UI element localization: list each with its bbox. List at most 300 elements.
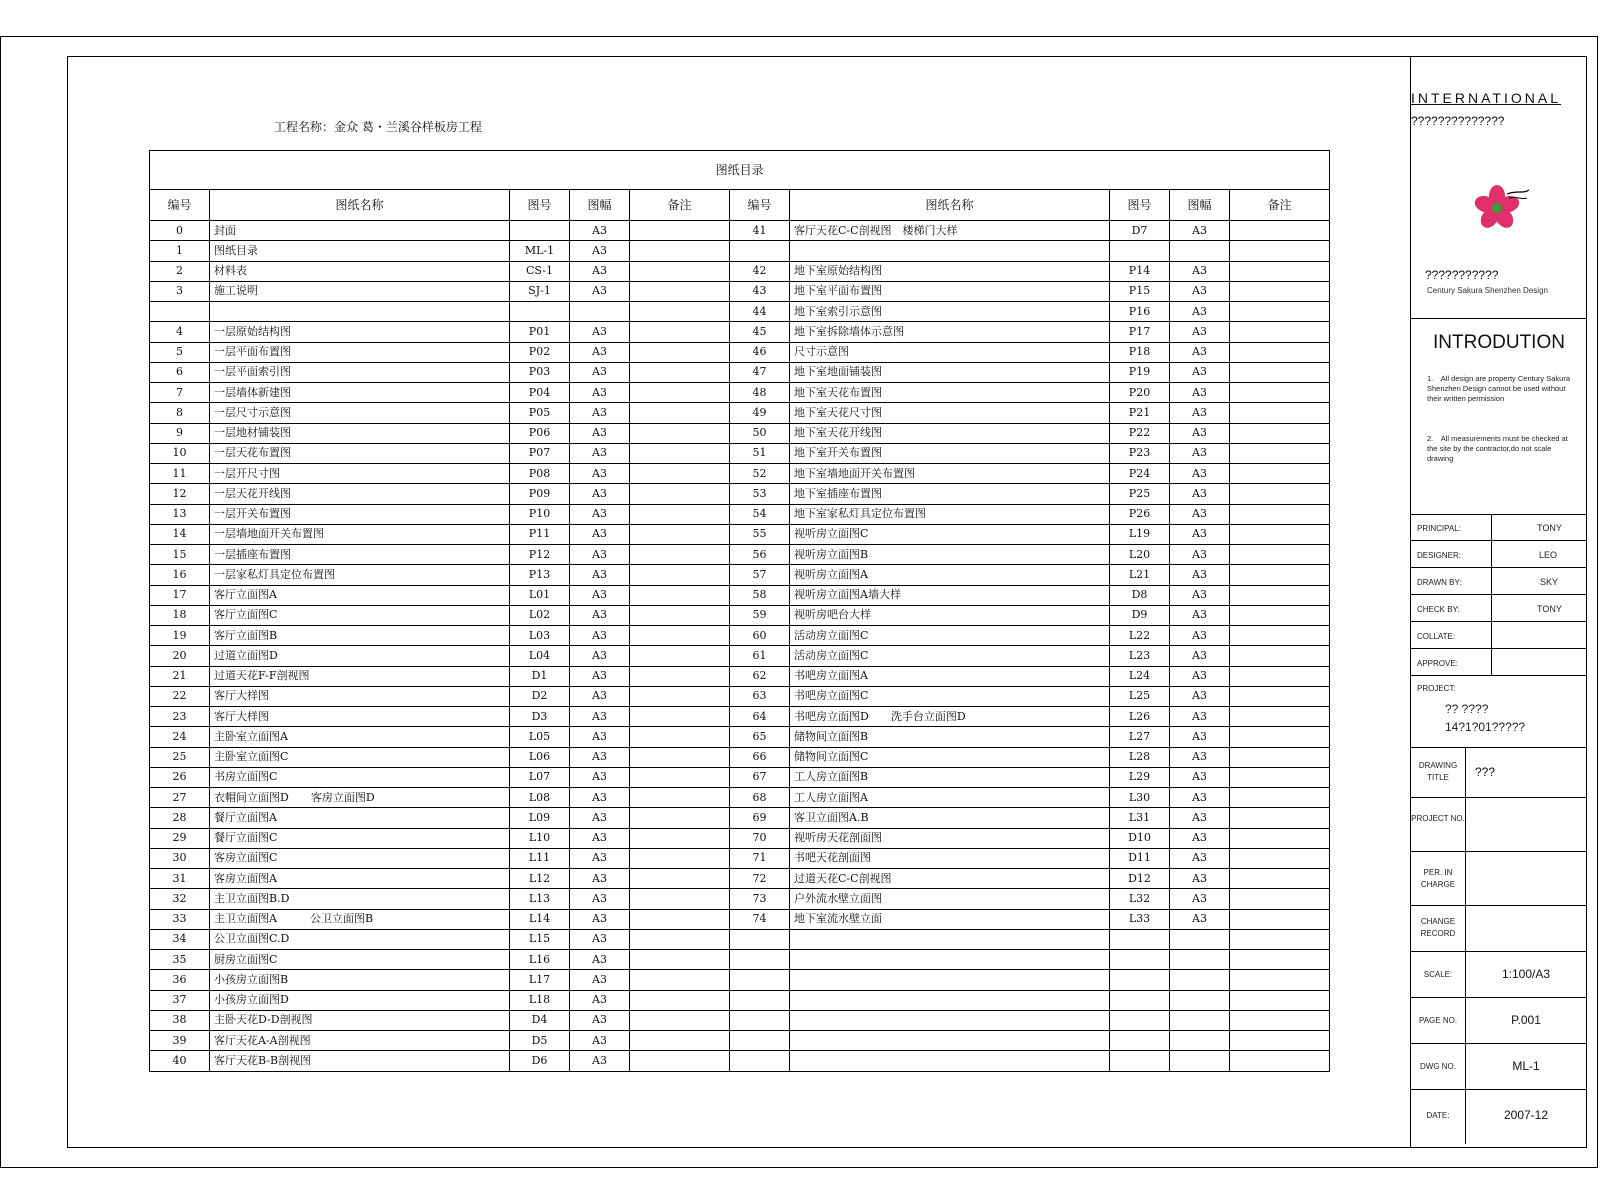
remark-cell bbox=[1230, 423, 1330, 443]
table-cell: L18 bbox=[510, 990, 570, 1010]
table-cell: L30 bbox=[1110, 788, 1170, 808]
table-cell: L31 bbox=[1110, 808, 1170, 828]
table-cell: A3 bbox=[570, 322, 630, 342]
remark-cell bbox=[1230, 302, 1330, 322]
table-cell: 72 bbox=[730, 869, 790, 889]
remark-cell bbox=[1230, 221, 1330, 241]
designer-value: LEO bbox=[1539, 550, 1558, 560]
table-cell: A3 bbox=[570, 686, 630, 706]
remark-cell bbox=[630, 221, 730, 241]
table-cell: 43 bbox=[730, 281, 790, 301]
table-cell: 过道立面图D bbox=[210, 646, 510, 666]
table-cell: 60 bbox=[730, 626, 790, 646]
directory-caption: 图纸目录 bbox=[150, 151, 1330, 190]
table-cell: 地下室开关布置图 bbox=[790, 443, 1110, 463]
table-cell bbox=[1170, 1010, 1230, 1030]
remark-cell bbox=[1230, 889, 1330, 909]
table-cell: 地下室拆除墙体示意图 bbox=[790, 322, 1110, 342]
table-cell: A3 bbox=[570, 626, 630, 646]
drawing-title-value: ??? bbox=[1474, 765, 1496, 779]
table-cell bbox=[1170, 950, 1230, 970]
table-cell: 66 bbox=[730, 747, 790, 767]
table-cell: 9 bbox=[150, 423, 210, 443]
table-cell: 0 bbox=[150, 221, 210, 241]
remark-cell bbox=[1230, 585, 1330, 605]
table-cell: 18 bbox=[150, 605, 210, 625]
table-cell: 34 bbox=[150, 929, 210, 949]
table-cell: A3 bbox=[570, 221, 630, 241]
table-row bbox=[150, 1051, 1330, 1071]
table-cell: 书房立面图C bbox=[210, 767, 510, 787]
table-row bbox=[150, 383, 1330, 403]
table-row bbox=[150, 585, 1330, 605]
table-cell: L05 bbox=[510, 727, 570, 747]
table-cell: 48 bbox=[730, 383, 790, 403]
table-cell: P11 bbox=[510, 524, 570, 544]
table-cell: A3 bbox=[1170, 302, 1230, 322]
table-cell: 50 bbox=[730, 423, 790, 443]
table-cell: 客厅立面图B bbox=[210, 626, 510, 646]
remark-cell bbox=[630, 727, 730, 747]
table-cell: 31 bbox=[150, 869, 210, 889]
designer-row bbox=[1411, 541, 1587, 568]
table-cell: A3 bbox=[570, 383, 630, 403]
table-cell: 37 bbox=[150, 990, 210, 1010]
table-cell: A3 bbox=[1170, 666, 1230, 686]
table-row bbox=[150, 1010, 1330, 1030]
drawn-label: DRAWN BY: bbox=[1417, 578, 1462, 587]
table-cell bbox=[1170, 990, 1230, 1010]
table-cell: 41 bbox=[730, 221, 790, 241]
table-cell: A3 bbox=[570, 524, 630, 544]
table-cell: D9 bbox=[1110, 605, 1170, 625]
table-cell: L11 bbox=[510, 848, 570, 868]
company-name-cn-2: ??????????? bbox=[1425, 268, 1499, 282]
table-cell: L20 bbox=[1110, 545, 1170, 565]
table-cell: 书吧天花剖面图 bbox=[790, 848, 1110, 868]
remark-cell bbox=[630, 990, 730, 1010]
principal-label: PRINCIPAL: bbox=[1417, 524, 1461, 533]
table-cell: A3 bbox=[1170, 686, 1230, 706]
table-cell: P15 bbox=[1110, 281, 1170, 301]
table-cell: A3 bbox=[1170, 423, 1230, 443]
table-cell bbox=[1110, 990, 1170, 1010]
table-cell: D5 bbox=[510, 1031, 570, 1051]
table-cell: D3 bbox=[510, 707, 570, 727]
remark-cell bbox=[1230, 666, 1330, 686]
date-row bbox=[1411, 1090, 1587, 1144]
remark-cell bbox=[630, 1010, 730, 1030]
table-cell: A3 bbox=[570, 241, 630, 261]
table-cell: 一层家私灯具定位布置图 bbox=[210, 565, 510, 585]
table-cell: A3 bbox=[1170, 828, 1230, 848]
table-cell: A3 bbox=[570, 504, 630, 524]
table-row bbox=[150, 322, 1330, 342]
table-cell: 59 bbox=[730, 605, 790, 625]
table-cell: A3 bbox=[570, 261, 630, 281]
table-cell: 客厅大样图 bbox=[210, 707, 510, 727]
table-cell: P01 bbox=[510, 322, 570, 342]
table-cell: 书吧房立面图C bbox=[790, 686, 1110, 706]
table-row bbox=[150, 747, 1330, 767]
table-cell bbox=[210, 302, 510, 322]
table-cell: 视听房立面图A墙大样 bbox=[790, 585, 1110, 605]
remark-cell bbox=[1230, 383, 1330, 403]
remark-cell bbox=[630, 626, 730, 646]
table-row bbox=[150, 241, 1330, 261]
table-row bbox=[150, 808, 1330, 828]
table-cell bbox=[790, 929, 1110, 949]
table-cell bbox=[1110, 1010, 1170, 1030]
remark-cell bbox=[630, 383, 730, 403]
column-header: 图纸名称 bbox=[790, 190, 1110, 221]
table-cell: A3 bbox=[570, 970, 630, 990]
table-cell: 5 bbox=[150, 342, 210, 362]
table-row bbox=[150, 990, 1330, 1010]
remark-cell bbox=[1230, 727, 1330, 747]
table-row bbox=[150, 889, 1330, 909]
table-cell: 尺寸示意图 bbox=[790, 342, 1110, 362]
table-cell: P26 bbox=[1110, 504, 1170, 524]
column-header: 编号 bbox=[150, 190, 210, 221]
table-cell: A3 bbox=[1170, 605, 1230, 625]
table-row bbox=[150, 221, 1330, 241]
table-cell: A3 bbox=[1170, 889, 1230, 909]
company-name-cn: ?????????????? bbox=[1411, 114, 1505, 128]
table-cell: 主卫立面图A 公卫立面图B bbox=[210, 909, 510, 929]
project-no-label: PROJECT NO. bbox=[1411, 814, 1465, 823]
column-header: 备注 bbox=[1230, 190, 1330, 221]
remark-cell bbox=[630, 808, 730, 828]
dwg-no-row bbox=[1411, 1044, 1587, 1090]
remark-cell bbox=[630, 950, 730, 970]
remark-cell bbox=[630, 545, 730, 565]
table-cell: A3 bbox=[570, 1031, 630, 1051]
remark-cell bbox=[1230, 464, 1330, 484]
remark-cell bbox=[1230, 970, 1330, 990]
table-cell: P09 bbox=[510, 484, 570, 504]
table-cell bbox=[1110, 1051, 1170, 1071]
remark-cell bbox=[630, 909, 730, 929]
drawn-value: SKY bbox=[1540, 577, 1559, 587]
table-cell bbox=[730, 1031, 790, 1051]
table-cell: A3 bbox=[570, 828, 630, 848]
directory-body bbox=[150, 221, 1330, 1072]
table-cell: 49 bbox=[730, 403, 790, 423]
remark-cell bbox=[630, 707, 730, 727]
table-row bbox=[150, 362, 1330, 382]
remark-cell bbox=[630, 241, 730, 261]
table-cell bbox=[790, 1051, 1110, 1071]
table-cell: 一层平面布置图 bbox=[210, 342, 510, 362]
table-cell: D10 bbox=[1110, 828, 1170, 848]
table-cell: L16 bbox=[510, 950, 570, 970]
table-cell: 64 bbox=[730, 707, 790, 727]
table-cell: 衣帽间立面图D 客房立面图D bbox=[210, 788, 510, 808]
drawing-title-label: DRAWING TITLE bbox=[1418, 761, 1458, 782]
table-cell: 44 bbox=[730, 302, 790, 322]
table-cell: A3 bbox=[570, 403, 630, 423]
principal-row bbox=[1411, 514, 1587, 541]
table-cell: A3 bbox=[570, 747, 630, 767]
table-cell: 7 bbox=[150, 383, 210, 403]
table-cell: 主卧室立面图C bbox=[210, 747, 510, 767]
table-cell bbox=[1170, 970, 1230, 990]
table-row bbox=[150, 443, 1330, 463]
table-cell: A3 bbox=[570, 808, 630, 828]
table-cell: 视听房立面图B bbox=[790, 545, 1110, 565]
principal-value: TONY bbox=[1537, 523, 1562, 533]
table-cell: 38 bbox=[150, 1010, 210, 1030]
table-cell: L12 bbox=[510, 869, 570, 889]
table-cell: 户外流水壁立面图 bbox=[790, 889, 1110, 909]
table-cell: 47 bbox=[730, 362, 790, 382]
remark-cell bbox=[1230, 869, 1330, 889]
table-row bbox=[150, 869, 1330, 889]
project-label: PROJECT: bbox=[1417, 684, 1456, 693]
remark-cell bbox=[630, 605, 730, 625]
table-cell: 一层原始结构图 bbox=[210, 322, 510, 342]
project-name: 工程名称：金众 葛・兰溪谷样板房工程 bbox=[274, 120, 482, 134]
table-cell bbox=[790, 241, 1110, 261]
table-cell: 23 bbox=[150, 707, 210, 727]
remark-cell bbox=[630, 646, 730, 666]
table-cell: 书吧房立面图D 洗手台立面图D bbox=[790, 707, 1110, 727]
table-cell: A3 bbox=[570, 707, 630, 727]
table-cell: 小孩房立面图D bbox=[210, 990, 510, 1010]
table-cell: A3 bbox=[570, 585, 630, 605]
table-cell: 46 bbox=[730, 342, 790, 362]
table-cell: 地下室流水壁立面 bbox=[790, 909, 1110, 929]
table-row bbox=[150, 929, 1330, 949]
table-cell: 施工说明 bbox=[210, 281, 510, 301]
table-cell bbox=[730, 970, 790, 990]
table-cell: 65 bbox=[730, 727, 790, 747]
remark-cell bbox=[1230, 261, 1330, 281]
table-cell bbox=[790, 1010, 1110, 1030]
remark-cell bbox=[630, 443, 730, 463]
table-cell: A3 bbox=[1170, 767, 1230, 787]
page-no-value: P.001 bbox=[1511, 1013, 1541, 1027]
table-cell: 3 bbox=[150, 281, 210, 301]
table-cell: L24 bbox=[1110, 666, 1170, 686]
table-cell: 过道天花F-F剖视图 bbox=[210, 666, 510, 686]
remark-cell bbox=[630, 585, 730, 605]
table-row bbox=[150, 767, 1330, 787]
table-row bbox=[150, 504, 1330, 524]
table-cell: 54 bbox=[730, 504, 790, 524]
table-cell: SJ-1 bbox=[510, 281, 570, 301]
table-row bbox=[150, 788, 1330, 808]
remark-cell bbox=[630, 403, 730, 423]
table-cell: A3 bbox=[570, 666, 630, 686]
remark-cell bbox=[630, 889, 730, 909]
title-block-line bbox=[1411, 318, 1587, 319]
table-row bbox=[150, 666, 1330, 686]
table-row bbox=[150, 848, 1330, 868]
remark-cell bbox=[1230, 565, 1330, 585]
table-cell: A3 bbox=[1170, 322, 1230, 342]
table-cell: A3 bbox=[570, 889, 630, 909]
scale-label: SCALE: bbox=[1423, 970, 1453, 979]
remark-cell bbox=[1230, 747, 1330, 767]
remark-cell bbox=[630, 484, 730, 504]
remark-cell bbox=[1230, 767, 1330, 787]
remark-cell bbox=[1230, 1051, 1330, 1071]
table-cell: 33 bbox=[150, 909, 210, 929]
table-cell: L14 bbox=[510, 909, 570, 929]
company-name-en: Century Sakura Shenzhen Design bbox=[1427, 286, 1548, 295]
table-cell: P21 bbox=[1110, 403, 1170, 423]
table-cell: A3 bbox=[570, 727, 630, 747]
table-cell: P25 bbox=[1110, 484, 1170, 504]
table-cell: A3 bbox=[1170, 383, 1230, 403]
remark-cell bbox=[1230, 788, 1330, 808]
table-cell: 55 bbox=[730, 524, 790, 544]
remark-cell bbox=[1230, 443, 1330, 463]
scale-row bbox=[1411, 952, 1587, 998]
table-cell: L32 bbox=[1110, 889, 1170, 909]
drawing-title-row bbox=[1411, 748, 1587, 798]
table-cell: 25 bbox=[150, 747, 210, 767]
table-cell: 42 bbox=[730, 261, 790, 281]
table-cell: P06 bbox=[510, 423, 570, 443]
table-cell: A3 bbox=[1170, 342, 1230, 362]
table-cell: A3 bbox=[570, 565, 630, 585]
table-cell: 15 bbox=[150, 545, 210, 565]
collate-label: COLLATE: bbox=[1417, 632, 1456, 641]
table-cell: 书吧房立面图A bbox=[790, 666, 1110, 686]
table-cell: L27 bbox=[1110, 727, 1170, 747]
table-cell: L33 bbox=[1110, 909, 1170, 929]
table-cell: 4 bbox=[150, 322, 210, 342]
table-cell: 45 bbox=[730, 322, 790, 342]
remark-cell bbox=[630, 1031, 730, 1051]
table-cell: 地下室天花开线图 bbox=[790, 423, 1110, 443]
table-row bbox=[150, 605, 1330, 625]
table-cell: 客厅立面图C bbox=[210, 605, 510, 625]
table-cell: CS-1 bbox=[510, 261, 570, 281]
table-row bbox=[150, 423, 1330, 443]
table-cell: A3 bbox=[1170, 909, 1230, 929]
table-cell: 51 bbox=[730, 443, 790, 463]
table-cell: P12 bbox=[510, 545, 570, 565]
remark-cell bbox=[630, 322, 730, 342]
table-cell: P17 bbox=[1110, 322, 1170, 342]
table-cell: 客厅天花C-C剖视图 楼梯门大样 bbox=[790, 221, 1110, 241]
table-cell: 一层天花开线图 bbox=[210, 484, 510, 504]
table-cell: L22 bbox=[1110, 626, 1170, 646]
table-cell: 客厅大样图 bbox=[210, 686, 510, 706]
table-cell: 13 bbox=[150, 504, 210, 524]
remark-cell bbox=[1230, 545, 1330, 565]
table-cell: A3 bbox=[1170, 626, 1230, 646]
table-cell: A3 bbox=[570, 1051, 630, 1071]
table-cell: A3 bbox=[1170, 727, 1230, 747]
remark-cell bbox=[1230, 241, 1330, 261]
column-header: 编号 bbox=[730, 190, 790, 221]
table-cell: A3 bbox=[570, 484, 630, 504]
table-cell: D12 bbox=[1110, 869, 1170, 889]
table-cell: A3 bbox=[1170, 565, 1230, 585]
table-cell: 62 bbox=[730, 666, 790, 686]
remark-cell bbox=[1230, 362, 1330, 382]
table-cell bbox=[790, 990, 1110, 1010]
table-cell: 17 bbox=[150, 585, 210, 605]
table-cell: A3 bbox=[1170, 524, 1230, 544]
table-cell: A3 bbox=[570, 869, 630, 889]
table-cell: 视听房天花剖面图 bbox=[790, 828, 1110, 848]
remark-cell bbox=[1230, 686, 1330, 706]
remark-cell bbox=[1230, 950, 1330, 970]
remark-cell bbox=[1230, 605, 1330, 625]
table-cell: 客卫立面图A.B bbox=[790, 808, 1110, 828]
table-cell: P02 bbox=[510, 342, 570, 362]
table-cell: 主卧天花D-D剖视图 bbox=[210, 1010, 510, 1030]
table-cell: A3 bbox=[1170, 443, 1230, 463]
table-cell: 22 bbox=[150, 686, 210, 706]
table-cell: 56 bbox=[730, 545, 790, 565]
table-cell: P22 bbox=[1110, 423, 1170, 443]
table-cell: 地下室墙地面开关布置图 bbox=[790, 464, 1110, 484]
table-cell: A3 bbox=[1170, 788, 1230, 808]
table-cell: 11 bbox=[150, 464, 210, 484]
table-cell: L23 bbox=[1110, 646, 1170, 666]
directory-header-row bbox=[150, 190, 1330, 221]
table-cell: 厨房立面图C bbox=[210, 950, 510, 970]
table-cell: 1 bbox=[150, 241, 210, 261]
table-cell: P07 bbox=[510, 443, 570, 463]
table-cell: 主卧室立面图A bbox=[210, 727, 510, 747]
table-cell: 58 bbox=[730, 585, 790, 605]
table-cell bbox=[1110, 929, 1170, 949]
table-cell: L02 bbox=[510, 605, 570, 625]
table-cell: P23 bbox=[1110, 443, 1170, 463]
table-cell: L03 bbox=[510, 626, 570, 646]
intro-note-1: 1. All design are property Century Sakura Shenzhen Design cannot be used without their written permission bbox=[1427, 374, 1570, 403]
remark-cell bbox=[630, 970, 730, 990]
table-cell: A3 bbox=[570, 848, 630, 868]
remark-cell bbox=[1230, 707, 1330, 727]
table-cell: 地下室索引示意图 bbox=[790, 302, 1110, 322]
table-cell: 74 bbox=[730, 909, 790, 929]
table-cell: A3 bbox=[1170, 869, 1230, 889]
table-cell: A3 bbox=[1170, 281, 1230, 301]
table-cell: A3 bbox=[1170, 848, 1230, 868]
table-cell: 图纸目录 bbox=[210, 241, 510, 261]
table-cell: A3 bbox=[1170, 646, 1230, 666]
column-header: 图号 bbox=[510, 190, 570, 221]
table-cell: 地下室原始结构图 bbox=[790, 261, 1110, 281]
table-cell: A3 bbox=[1170, 221, 1230, 241]
table-cell: 一层开关布置图 bbox=[210, 504, 510, 524]
table-cell: 小孩房立面图B bbox=[210, 970, 510, 990]
table-cell: 一层开尺寸图 bbox=[210, 464, 510, 484]
table-cell: 工人房立面图A bbox=[790, 788, 1110, 808]
table-cell: 一层插座布置图 bbox=[210, 545, 510, 565]
table-row bbox=[150, 302, 1330, 322]
remark-cell bbox=[630, 767, 730, 787]
table-cell: 32 bbox=[150, 889, 210, 909]
table-cell: P19 bbox=[1110, 362, 1170, 382]
table-cell: A3 bbox=[570, 545, 630, 565]
table-cell: P10 bbox=[510, 504, 570, 524]
table-cell: 地下室天花尺寸图 bbox=[790, 403, 1110, 423]
table-cell: A3 bbox=[570, 443, 630, 463]
column-header: 备注 bbox=[630, 190, 730, 221]
remark-cell bbox=[1230, 342, 1330, 362]
table-cell: D2 bbox=[510, 686, 570, 706]
